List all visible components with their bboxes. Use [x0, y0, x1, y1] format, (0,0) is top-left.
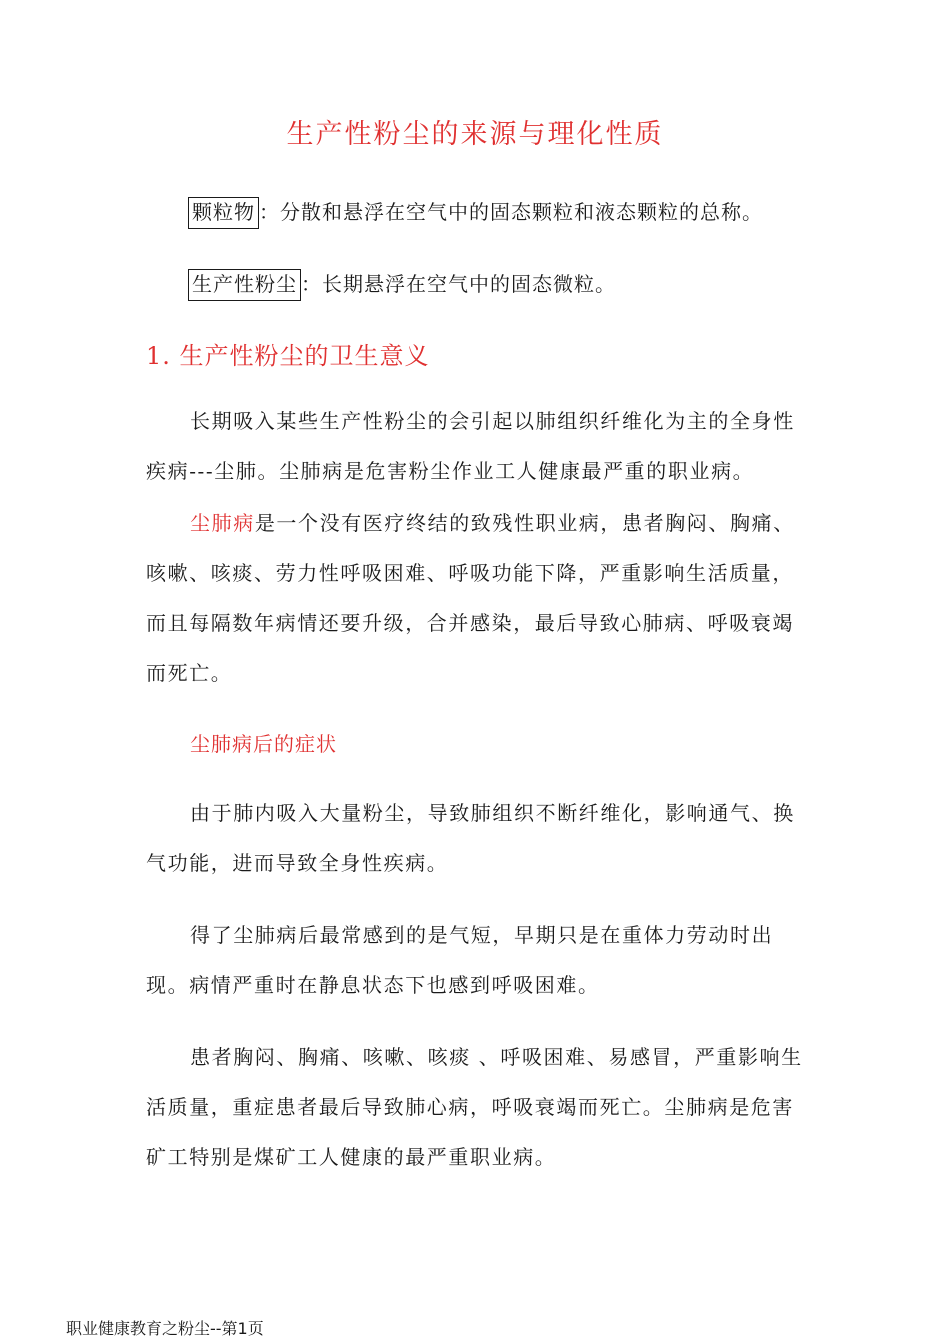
paragraph-cause: 由于肺内吸入大量粉尘，导致肺组织不断纤维化，影响通气、换气功能，进而导致全身性疾病。 [146, 801, 795, 875]
paragraph-pneumoconiosis [146, 498, 808, 698]
definition-productive-dust [188, 268, 616, 297]
document-title: 生产性粉尘的来源与理化性质 [286, 119, 664, 150]
definition-particulate [188, 196, 763, 225]
page-footer: 职业健康教育之粉尘--第1页 [66, 1319, 264, 1338]
definition-term-boxed: 生产性粉尘 [188, 269, 301, 301]
paragraph-hygiene-significance: 长期吸入某些生产性粉尘的会引起以肺组织纤维化为主的全身性疾病---尘肺。尘肺病是危害粉尘作业工人健康最严重的职业病。 [146, 409, 795, 483]
subheading-symptoms: 尘肺病后的症状 [190, 732, 337, 756]
section-heading: 1. 生产性粉尘的卫生意义 [146, 342, 430, 370]
paragraph-symptoms-detail: 患者胸闷、胸痛、咳嗽、咳痰 、呼吸困难、易感冒，严重影响生活质量，重症患者最后导致肺心病，呼吸衰竭而死亡。尘肺病是危害矿工特别是煤矿工人健康的最严重职业病。 [146, 1045, 803, 1169]
definition-term-boxed: 颗粒物 [188, 197, 259, 229]
definition-text: ：分散和悬浮在空气中的固态颗粒和液态颗粒的总称。 [259, 200, 763, 224]
highlight-term: 尘肺病 [190, 511, 255, 535]
paragraph-text: 是一个没有医疗终结的致残性职业病，患者胸闷、胸痛、咳嗽、咳痰、劳力性呼吸困难、呼吸功能下降，严重影响生活质量，而且每隔数年病情还要升级，合并感染，最后导致心肺病、呼吸衰竭而死亡。 [146, 511, 795, 685]
paragraph-shortness-of-breath: 得了尘肺病后最常感到的是气短，早期只是在重体力劳动时出现。病情严重时在静息状态下也感到呼吸困难。 [146, 923, 774, 997]
definition-text: ：长期悬浮在空气中的固态微粒。 [301, 272, 616, 296]
